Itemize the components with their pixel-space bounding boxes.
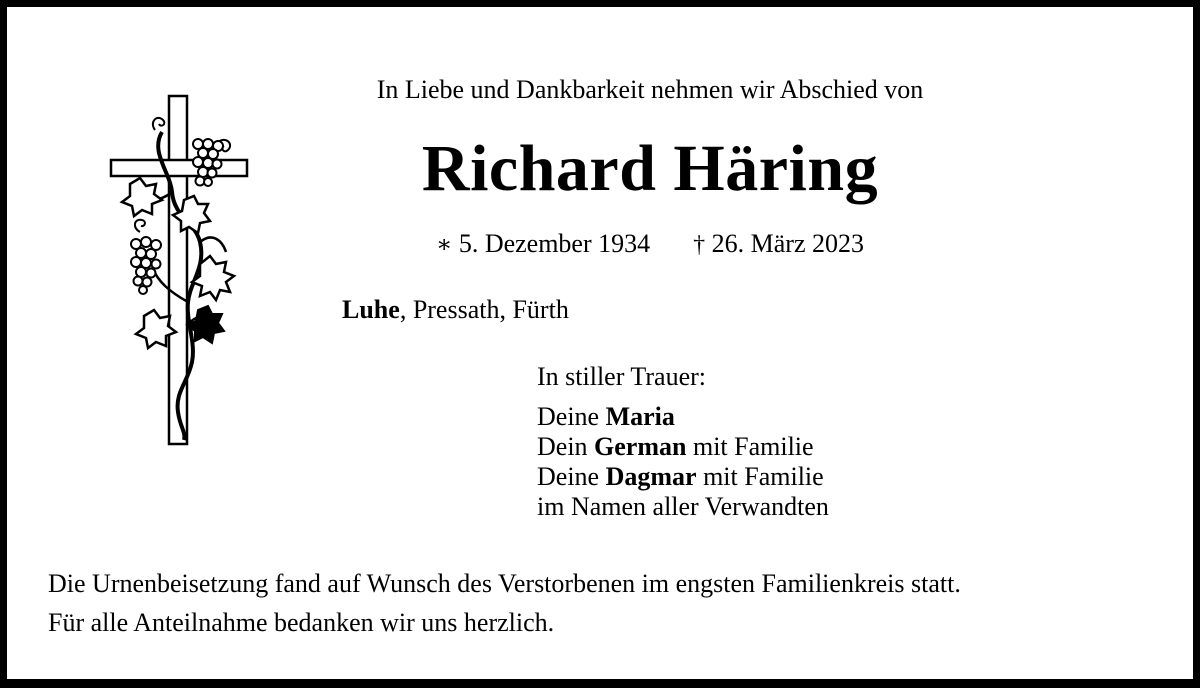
mourners-header: In stiller Trauer: — [537, 362, 706, 391]
closing-line-burial: Die Urnenbeisetzung fand auf Wunsch des Verstorbenen im engsten Familienkreis statt. — [48, 569, 961, 598]
closing-text — [48, 564, 961, 642]
intro-line: In Liebe und Dankbarkeit nehmen wir Abschied von — [376, 75, 924, 104]
places-line — [342, 292, 569, 328]
mourner-line: Dein German mit Familie — [537, 432, 814, 461]
place-primary: Luhe — [342, 295, 400, 324]
cross-with-grapevine-icon — [100, 92, 260, 452]
mourner-line: im Namen aller Verwandten — [537, 492, 829, 521]
mourner-line: Deine Dagmar mit Familie — [537, 462, 824, 491]
life-dates — [300, 226, 1000, 263]
birth-symbol: ∗ — [436, 232, 453, 258]
place-rest: , Pressath, Fürth — [399, 295, 569, 324]
death-date: 26. März 2023 — [711, 229, 864, 258]
death-symbol: † — [693, 232, 706, 258]
mourner-line: Deine Maria — [537, 402, 675, 431]
deceased-name: Richard Häring — [421, 132, 879, 205]
mourners-block — [537, 362, 829, 522]
closing-line-thanks: Für alle Anteilnahme bedanken wir uns herzlich. — [48, 608, 555, 637]
birth-date: 5. Dezember 1934 — [458, 229, 651, 258]
